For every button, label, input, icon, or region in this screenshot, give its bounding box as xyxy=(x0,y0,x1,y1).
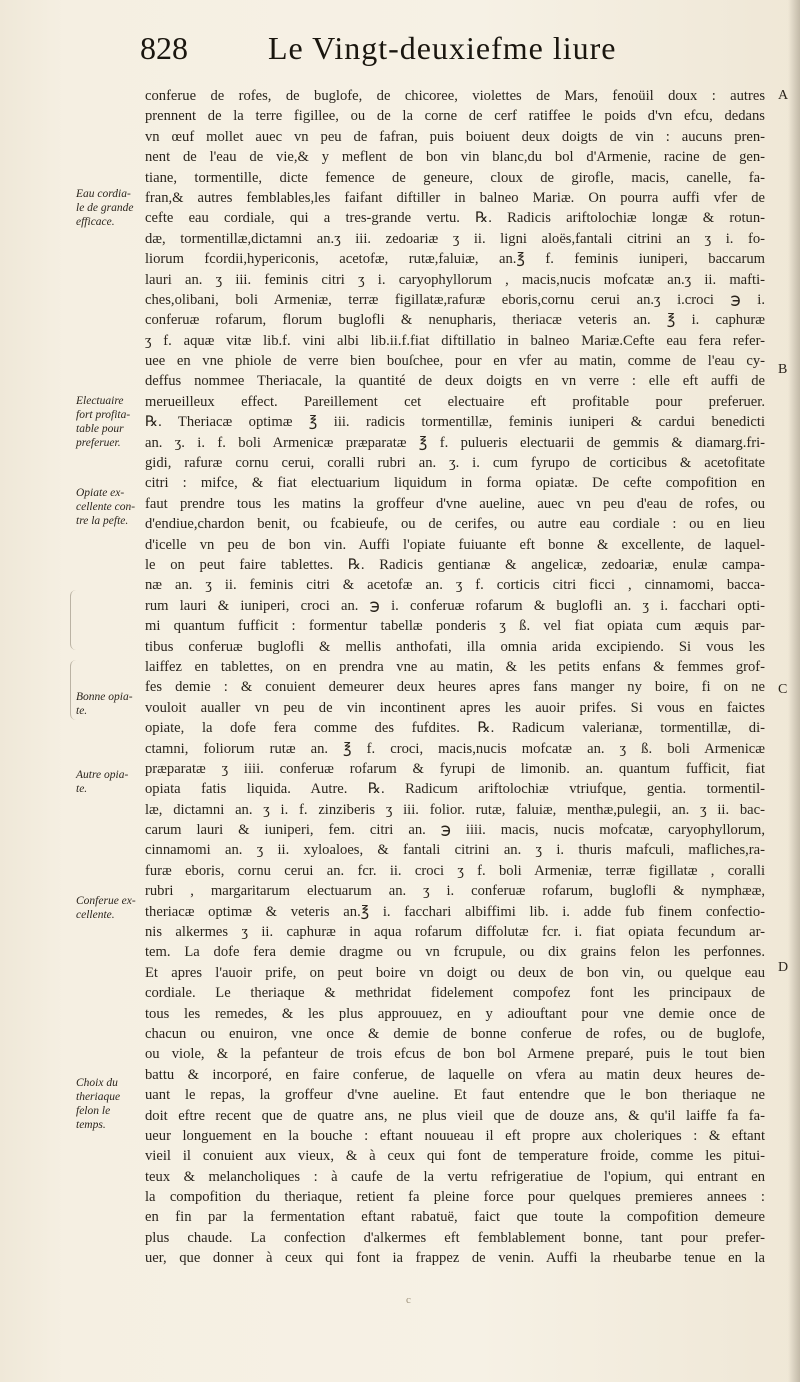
text-line: opiate, la dofe fera comme des fufdites. ℞. Radicum valerianæ, tormentillæ, di- xyxy=(145,720,765,737)
text-line: laiffez en tablettes, on en prendra vne au matin, & les petits enfans & femmes grof- xyxy=(145,658,765,675)
margin-note-line: felon le xyxy=(76,1105,111,1117)
text-line: uant le repas, la groffeur d'vne aueline. Et faut entendre que le bon theriaque ne xyxy=(145,1087,765,1104)
text-line: rum lauri & iuniperi, croci an. ℈ i. conferuæ rofarum & buglofli an. ʒ i. facchari opti- xyxy=(145,597,765,614)
text-line: præparatæ ʒ iiii. conferuæ rofarum & fyrupi de limonib. an. quantum fufficit, fiat xyxy=(145,760,765,777)
margin-note-line: Bonne opia- xyxy=(76,691,133,703)
text-line: cefte eau cordiale, qui a tres-grande vertu. ℞. Radicis ariftolochiæ longæ & rotun- xyxy=(145,210,765,227)
margin-note-line: cellente. xyxy=(76,909,115,921)
text-line: uee en vne phiole de verre bien bouſchee, pour en vfer au matin, comme de l'eau cy- xyxy=(145,353,765,370)
text-line: plus chaude. La confection d'alkermes eft femblablement bonne, tant pour prefer- xyxy=(145,1229,765,1246)
margin-note-line: Choix du xyxy=(76,1077,118,1089)
text-line: fes demie : & conuient demeurer deux heures apres fans manger ny boire, fi on ne xyxy=(145,679,765,696)
text-line: tem. La dofe fera demie dragme ou vn fcrupule, ou dix grains felon les perfonnes. xyxy=(145,944,765,961)
text-line: vouloit aualler vn peu de vin incontinent apres les auoir prifes. Si vous en faictes xyxy=(145,699,765,716)
text-line: carum lauri & iuniperi, fem. citri an. ℈ iiii. macis, nucis mofcatæ, caryophyllorum, xyxy=(145,822,765,839)
text-line: vn œuf mollet auec vn peu de fafran, puis boiuent deux doigts de vin : aucuns pren- xyxy=(145,128,765,145)
text-line: theriacæ optimæ & veteris an.℥ i. facchari albiffimi lib. i. adde fub finem confectio- xyxy=(145,903,765,920)
margin-notes xyxy=(0,0,136,1382)
margin-note-line: cellente con- xyxy=(76,501,136,513)
text-line: tibus conferuæ buglofli & mellis anthofati, illa omnia arida excipiendo. Si vous les xyxy=(145,638,765,655)
text-line: ou viole, & la pefanteur de trois efcus de bon bol Armene preparé, puis le tout bien xyxy=(145,1046,765,1063)
text-line: uer, que donner à ceux qui font ia frappez de venin. Auffi la rheubarbe tenue en la xyxy=(145,1250,765,1267)
text-line: merueilleux effect. Pareillement cet electuaire eft profitable pour preferuer. xyxy=(145,393,765,410)
margin-note-line: te. xyxy=(76,705,88,717)
margin-note-choix xyxy=(76,1076,142,1132)
text-line: læ, dictamni an. ʒ i. f. zinziberis ʒ iii. folior. rutæ, faluiæ, menthæ,pulegii, an. ʒ ii. bac- xyxy=(145,801,765,818)
text-line: mi quantum fufficit : formentur tabellæ ponderis ʒ ß. vel fiat opiata cum æquis par- xyxy=(145,618,765,635)
margin-note-line: fort profita- xyxy=(76,409,131,421)
margin-note-line: Autre opia- xyxy=(76,769,129,781)
text-line: an. ʒ. i. f. boli Armenicæ præparatæ ℥ f. pulueris electuarii de gemmis & diamarg.fri- xyxy=(145,434,765,451)
page-number: 828 xyxy=(140,30,188,66)
margin-note-line: efficace. xyxy=(76,216,115,228)
text-line: prennent de la terre figillee, ou de la corne de cerf ratiffee le poids d'vn efcu, dedans xyxy=(145,108,765,125)
margin-note-line: theriaque xyxy=(76,1091,121,1103)
text-line: furæ eboris, cornu cerui an. fcr. ii. croci ʒ f. boli Armeniæ, terræ figillatæ , coralli xyxy=(145,862,765,879)
margin-note-line: temps. xyxy=(76,1119,106,1131)
text-line: liorum fcordii,hypericonis, acetofæ, rutæ,faluiæ, an.℥ f. feminis iuniperi, baccarum xyxy=(145,251,765,268)
margin-note-line: table pour xyxy=(76,423,124,435)
signature-mark: c xyxy=(406,1294,411,1306)
text-line: battu & incorporé, en faire conferue, de laquelle on vfera au matin deux heures de- xyxy=(145,1066,765,1083)
text-line: Et apres l'auoir prife, on peut boire vn doigt ou deux de bon vin, ou quelque eau xyxy=(145,964,765,981)
text-line: ℞. Theriacæ optimæ ℥ iii. radicis tormentillæ, feminis iuniperi & cardui benedicti xyxy=(145,414,765,431)
margin-note-line: preferuer. xyxy=(76,437,121,449)
text-line: la compofition du theriaque, retient fa pleine force pour quelques premieres annees : xyxy=(145,1189,765,1206)
margin-note-opiate xyxy=(76,486,142,528)
text-line: vieil il conuient aux vieux, & à ceux qui font de temperature froide, comme les pitui- xyxy=(145,1148,765,1165)
text-line: tous les remedes, & les plus approuuez, en y adiouftant pour vne demie once de xyxy=(145,1005,765,1022)
text-line: teux & melancholiques : à caufe de la vertu refrigeratiue de l'opium, qui entrant en xyxy=(145,1168,765,1185)
text-line: ctamni, foliorum rutæ an. ℥ f. croci, macis,nucis mofcatæ an. ʒ ß. boli Armenicæ xyxy=(145,740,765,757)
margin-note-line: le de grande xyxy=(76,202,134,214)
text-line: dæ, tormentillæ,dictamni an.ʒ iii. zedoariæ ʒ ii. ligni aloës,fantali citrini an ʒ i. fo- xyxy=(145,230,765,247)
margin-note-bonne-opiate xyxy=(76,690,142,718)
running-title: Le Vingt-deuxiefme liure xyxy=(268,30,617,66)
text-line: nis alkermes ʒ ii. caphuræ in aqua rofarum diffolutæ fcr. i. fiat opiata fecundum ar- xyxy=(145,924,765,941)
text-line: d'endiue,chardon benit, ou fcabieufe, ou de cerifes, ou autre eau cordiale : ou en lieu xyxy=(145,516,765,533)
margin-note-eau-cordiale xyxy=(76,187,142,229)
text-line: rubri , margaritarum electuarum an. ʒ i. conferuæ rofarum, buglofli & nymphææ, xyxy=(145,883,765,900)
text-line: d'icelle vn peu de bon vin. Auffi l'opiate fuiuante eft bonne & excellente, de laquel- xyxy=(145,536,765,553)
section-letter-d: D xyxy=(778,960,789,975)
section-letter-b: B xyxy=(778,362,788,377)
text-line: tiane, tormentille, dicte femence de geneure, cloux de girofle, macis, canelle, fa- xyxy=(145,169,765,186)
text-line: conferue de rofes, de buglofe, de chicoree, violettes de Mars, fenoüil doux : autres xyxy=(145,88,765,104)
text-line: cinnamomi an. ʒ ii. xyloaloes, & fantali citrini an. ʒ i. thuris mafculi, mafliches,ra- xyxy=(145,842,765,859)
margin-note-line: Electuaire xyxy=(76,395,124,407)
section-letter-a: A xyxy=(778,88,789,103)
margin-note-conferue xyxy=(76,894,142,922)
text-line: deffus nommee Theriacale, la quantité de deux doigts en vn verre : elle eft auffi de xyxy=(145,373,765,390)
text-line: le on peut faire tablettes. ℞. Radicis gentianæ & angelicæ, zedoariæ, enulæ campa- xyxy=(145,556,765,573)
text-line: doit eftre recent que de quatre ans, ne plus vieil que de douze ans, & qu'il laiffe fa fa- xyxy=(145,1107,765,1124)
margin-note-line: tre la pefte. xyxy=(76,515,129,527)
margin-note-line: Opiate ex- xyxy=(76,487,125,499)
text-line: fran,& autres femblables,les faifant diftiller in balneo Mariæ. On pourra auffi vfer de xyxy=(145,189,765,206)
margin-note-line: Conferue ex- xyxy=(76,895,136,907)
text-line: conferuæ rofarum, florum buglofli & nenupharis, theriacæ veteris an. ℥ i. caphuræ xyxy=(145,312,765,329)
section-letter-c: C xyxy=(778,682,788,697)
gutter-bracket xyxy=(70,660,77,720)
text-line: gidi, rafuræ cornu cerui, coralli rubri an. ʒ. i. cum fyrupo de corticibus & acetofitate xyxy=(145,455,765,472)
text-line: ueur longuement en la bouche : eftant nouueau il eft propre aux choleriques : & eftant xyxy=(145,1127,765,1144)
text-line: citri : mifce, & fiat electuarium liquidum in forma opiatæ. De cefte compofition en xyxy=(145,475,765,492)
text-line: ches,olibani, boli Armeniæ, terræ figillatæ,rafuræ eboris,cornu cerui an.ʒ i.croci ℈ i. xyxy=(145,291,765,308)
margin-note-line: te. xyxy=(76,783,88,795)
text-line: ʒ f. aquæ vitæ lib.f. vini albi lib.ii.f.fiat diftillatio in balneo Mariæ.Cefte eau fera refer- xyxy=(145,332,765,349)
text-line: næ an. ʒ ii. feminis citri & acetofæ an. ʒ f. corticis citri ficci , cinnamomi, bacca- xyxy=(145,577,765,594)
margin-note-electuaire xyxy=(76,394,142,450)
text-line: nent de l'eau de vie,& y meflent de bon vin blanc,du bol d'Armenie, racine de gen- xyxy=(145,149,765,166)
text-line: cordiale. Le theriaque & methridat fidelement compofez font les principaux de xyxy=(145,985,765,1002)
text-line: lauri an. ʒ iii. feminis citri ʒ i. caryophyllorum , macis,nucis mofcatæ an.ʒ ii. mafti- xyxy=(145,271,765,288)
body-text xyxy=(145,86,765,1269)
text-line: chacun ou enuiron, vne once & demie de bonne conferue de rofes, ou de buglofe, xyxy=(145,1025,765,1042)
page-header xyxy=(140,30,700,80)
text-line: faut prendre tous les matins la groffeur d'vne aueline, auec vn peu d'eau de rofes, ou xyxy=(145,495,765,512)
margin-note-autre-opiate xyxy=(76,768,142,796)
gutter-bracket xyxy=(70,590,77,650)
margin-note-line: Eau cordia- xyxy=(76,188,131,200)
text-line: en fin par la fermentation eftant rabatuë, faict que toute la compofition demeure xyxy=(145,1209,765,1226)
text-line: opiata fatis liquida. Autre. ℞. Radicum ariftolochiæ vtriufque, gentia. tormentil- xyxy=(145,781,765,798)
